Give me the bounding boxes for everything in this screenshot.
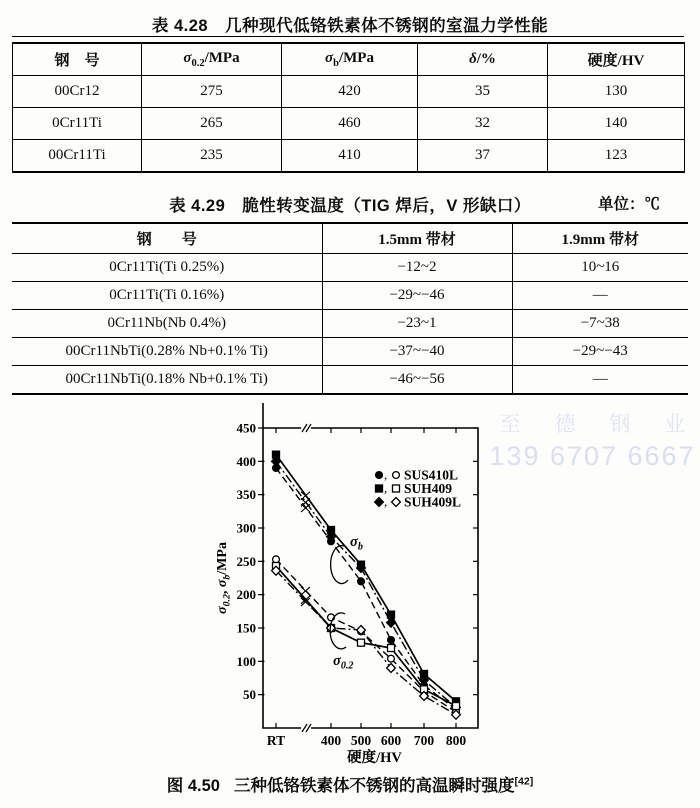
svg-text:350: 350 [236, 487, 256, 503]
column-header: 钢 号 [13, 43, 142, 76]
table-428-title: 表 4.28 几种现代低铬铁素体不锈钢的室温力学性能 [151, 17, 549, 35]
svg-text:,: , [384, 480, 388, 496]
svg-text:600: 600 [380, 733, 402, 748]
mechanical-properties-table [12, 42, 685, 173]
table-header-row [13, 43, 685, 76]
table-cell: 00Cr12 [13, 76, 142, 108]
figure-caption [0, 772, 700, 796]
svg-text:200: 200 [236, 587, 256, 603]
table-428-top-thin-rule [12, 36, 684, 37]
column-header: δ/% [418, 43, 548, 76]
table-cell: 420 [282, 76, 418, 108]
series-sus410l-sigma-02 [273, 556, 460, 715]
curve-break-mark [301, 587, 310, 595]
table-429 [12, 222, 688, 395]
table-cell: 0Cr11Ti(Ti 0.25%) [12, 254, 322, 282]
y-tick-labels [237, 421, 257, 703]
table-cell: 460 [282, 108, 418, 140]
open-square-marker [393, 485, 400, 492]
table-cell: 275 [142, 76, 282, 108]
legend-label: SUH409L [404, 494, 462, 510]
table-row [13, 108, 685, 140]
filled-circle-marker [388, 637, 395, 644]
table-cell: 00Cr11Ti [13, 140, 142, 173]
table-row [13, 76, 685, 108]
x-tick-labels [267, 733, 467, 748]
table-row [12, 310, 688, 338]
table-row [12, 254, 688, 282]
table-cell: 0Cr11Ti(Ti 0.16%) [12, 282, 322, 310]
table-cell: 0Cr11Nb(Nb 0.4%) [12, 310, 322, 338]
open-square-marker [358, 639, 365, 646]
table-cell: −46~−56 [322, 366, 512, 395]
svg-text:,: , [384, 467, 388, 482]
table-428 [12, 42, 685, 173]
chart-figure [195, 400, 505, 765]
legend-label: SUS410L [404, 467, 459, 483]
column-header: $\sigma_{0.2}$/MPa [142, 43, 282, 76]
table-row [13, 140, 685, 173]
watermark-line2: 139 6707 6667 [489, 441, 696, 471]
table-429-title-row [0, 192, 700, 216]
curve-break-mark [301, 492, 310, 500]
table-cell: 35 [418, 76, 548, 108]
annotation-label: $\sigma_b$ [350, 534, 363, 553]
svg-text:400: 400 [236, 453, 256, 469]
svg-text:450: 450 [236, 420, 256, 436]
table-cell: 0Cr11Ti [13, 108, 142, 140]
table-cell: −29~−46 [322, 282, 512, 310]
table-cell: 235 [142, 140, 282, 173]
open-square-marker [388, 645, 395, 652]
table-cell: 265 [142, 108, 282, 140]
open-circle-marker [388, 655, 395, 662]
filled-circle-marker [376, 472, 383, 479]
filled-diamond-marker [375, 498, 384, 507]
figure-reference: [42] [514, 775, 534, 788]
table-cell: 140 [548, 108, 685, 140]
table-429-title: 表 4.29 脆性转变温度（TIG 焊后，V 形缺口） [169, 197, 531, 215]
transition-temperature-table [12, 222, 688, 395]
table-cell: — [512, 282, 688, 310]
open-circle-marker [393, 472, 400, 479]
svg-text:700: 700 [413, 733, 435, 748]
table-cell: 10~16 [512, 254, 688, 282]
series-line [276, 571, 456, 715]
svg-text:,: , [384, 494, 388, 509]
table-cell: — [512, 366, 688, 395]
column-header: 钢 号 [12, 223, 322, 254]
table-cell: −37~−40 [322, 338, 512, 366]
table-cell: 37 [418, 140, 548, 173]
x-axis-label: 硬度/HV [347, 750, 402, 765]
table-row [12, 282, 688, 310]
filled-square-marker [376, 485, 383, 492]
table-cell: 00Cr11NbTi(0.18% Nb+0.1% Ti) [65, 371, 268, 387]
table-cell: −23~1 [322, 310, 512, 338]
table-cell: 123 [548, 140, 685, 173]
table-cell: −12~2 [322, 254, 512, 282]
svg-text:RT: RT [266, 733, 286, 748]
table-row [12, 366, 688, 395]
svg-text:100: 100 [236, 653, 256, 669]
svg-text:300: 300 [236, 520, 256, 536]
column-header: $\sigma_b$/MPa [282, 43, 418, 76]
column-header: 1.9mm 带材 [512, 223, 688, 254]
watermark [480, 408, 700, 472]
open-square-marker [453, 703, 460, 710]
unit-label: 单位：℃ [597, 196, 660, 213]
svg-text:150: 150 [236, 620, 256, 636]
filled-circle-marker [358, 578, 365, 585]
table-cell: 00Cr11NbTi(0.28% Nb+0.1% Ti) [12, 338, 322, 366]
annotation-label: $\sigma_{0.2}$ [333, 653, 354, 672]
column-header: 1.5mm 带材 [322, 223, 512, 254]
svg-text:250: 250 [236, 553, 256, 569]
figure-number: 图 4.50 [166, 777, 220, 795]
legend-label: SUH409 [404, 481, 453, 496]
open-diamond-marker [392, 498, 401, 507]
table-cell: −7~38 [512, 310, 688, 338]
svg-text:500: 500 [350, 733, 372, 748]
table-row [12, 338, 688, 366]
svg-text:400: 400 [320, 733, 342, 748]
figure-caption-text: 三种低铬铁素体不锈钢的高温瞬时强度 [233, 777, 515, 795]
svg-text:800: 800 [445, 733, 467, 748]
table-cell: 32 [418, 108, 548, 140]
svg-text:50: 50 [243, 687, 256, 703]
chart-legend [375, 467, 461, 510]
watermark-line1: 至 德 钢 业 [499, 413, 700, 436]
table-header-row [12, 223, 688, 254]
y-axis-label: $\sigma_{0.2}$, $\sigma_b$/MPa [215, 542, 233, 614]
table-cell: 130 [548, 76, 685, 108]
curve-break-mark [301, 498, 310, 506]
open-circle-marker [273, 556, 280, 563]
table-cell: 410 [282, 140, 418, 173]
annotation [331, 534, 363, 584]
column-header: 硬度/HV [548, 43, 685, 76]
table-cell: −29~−43 [512, 338, 688, 366]
